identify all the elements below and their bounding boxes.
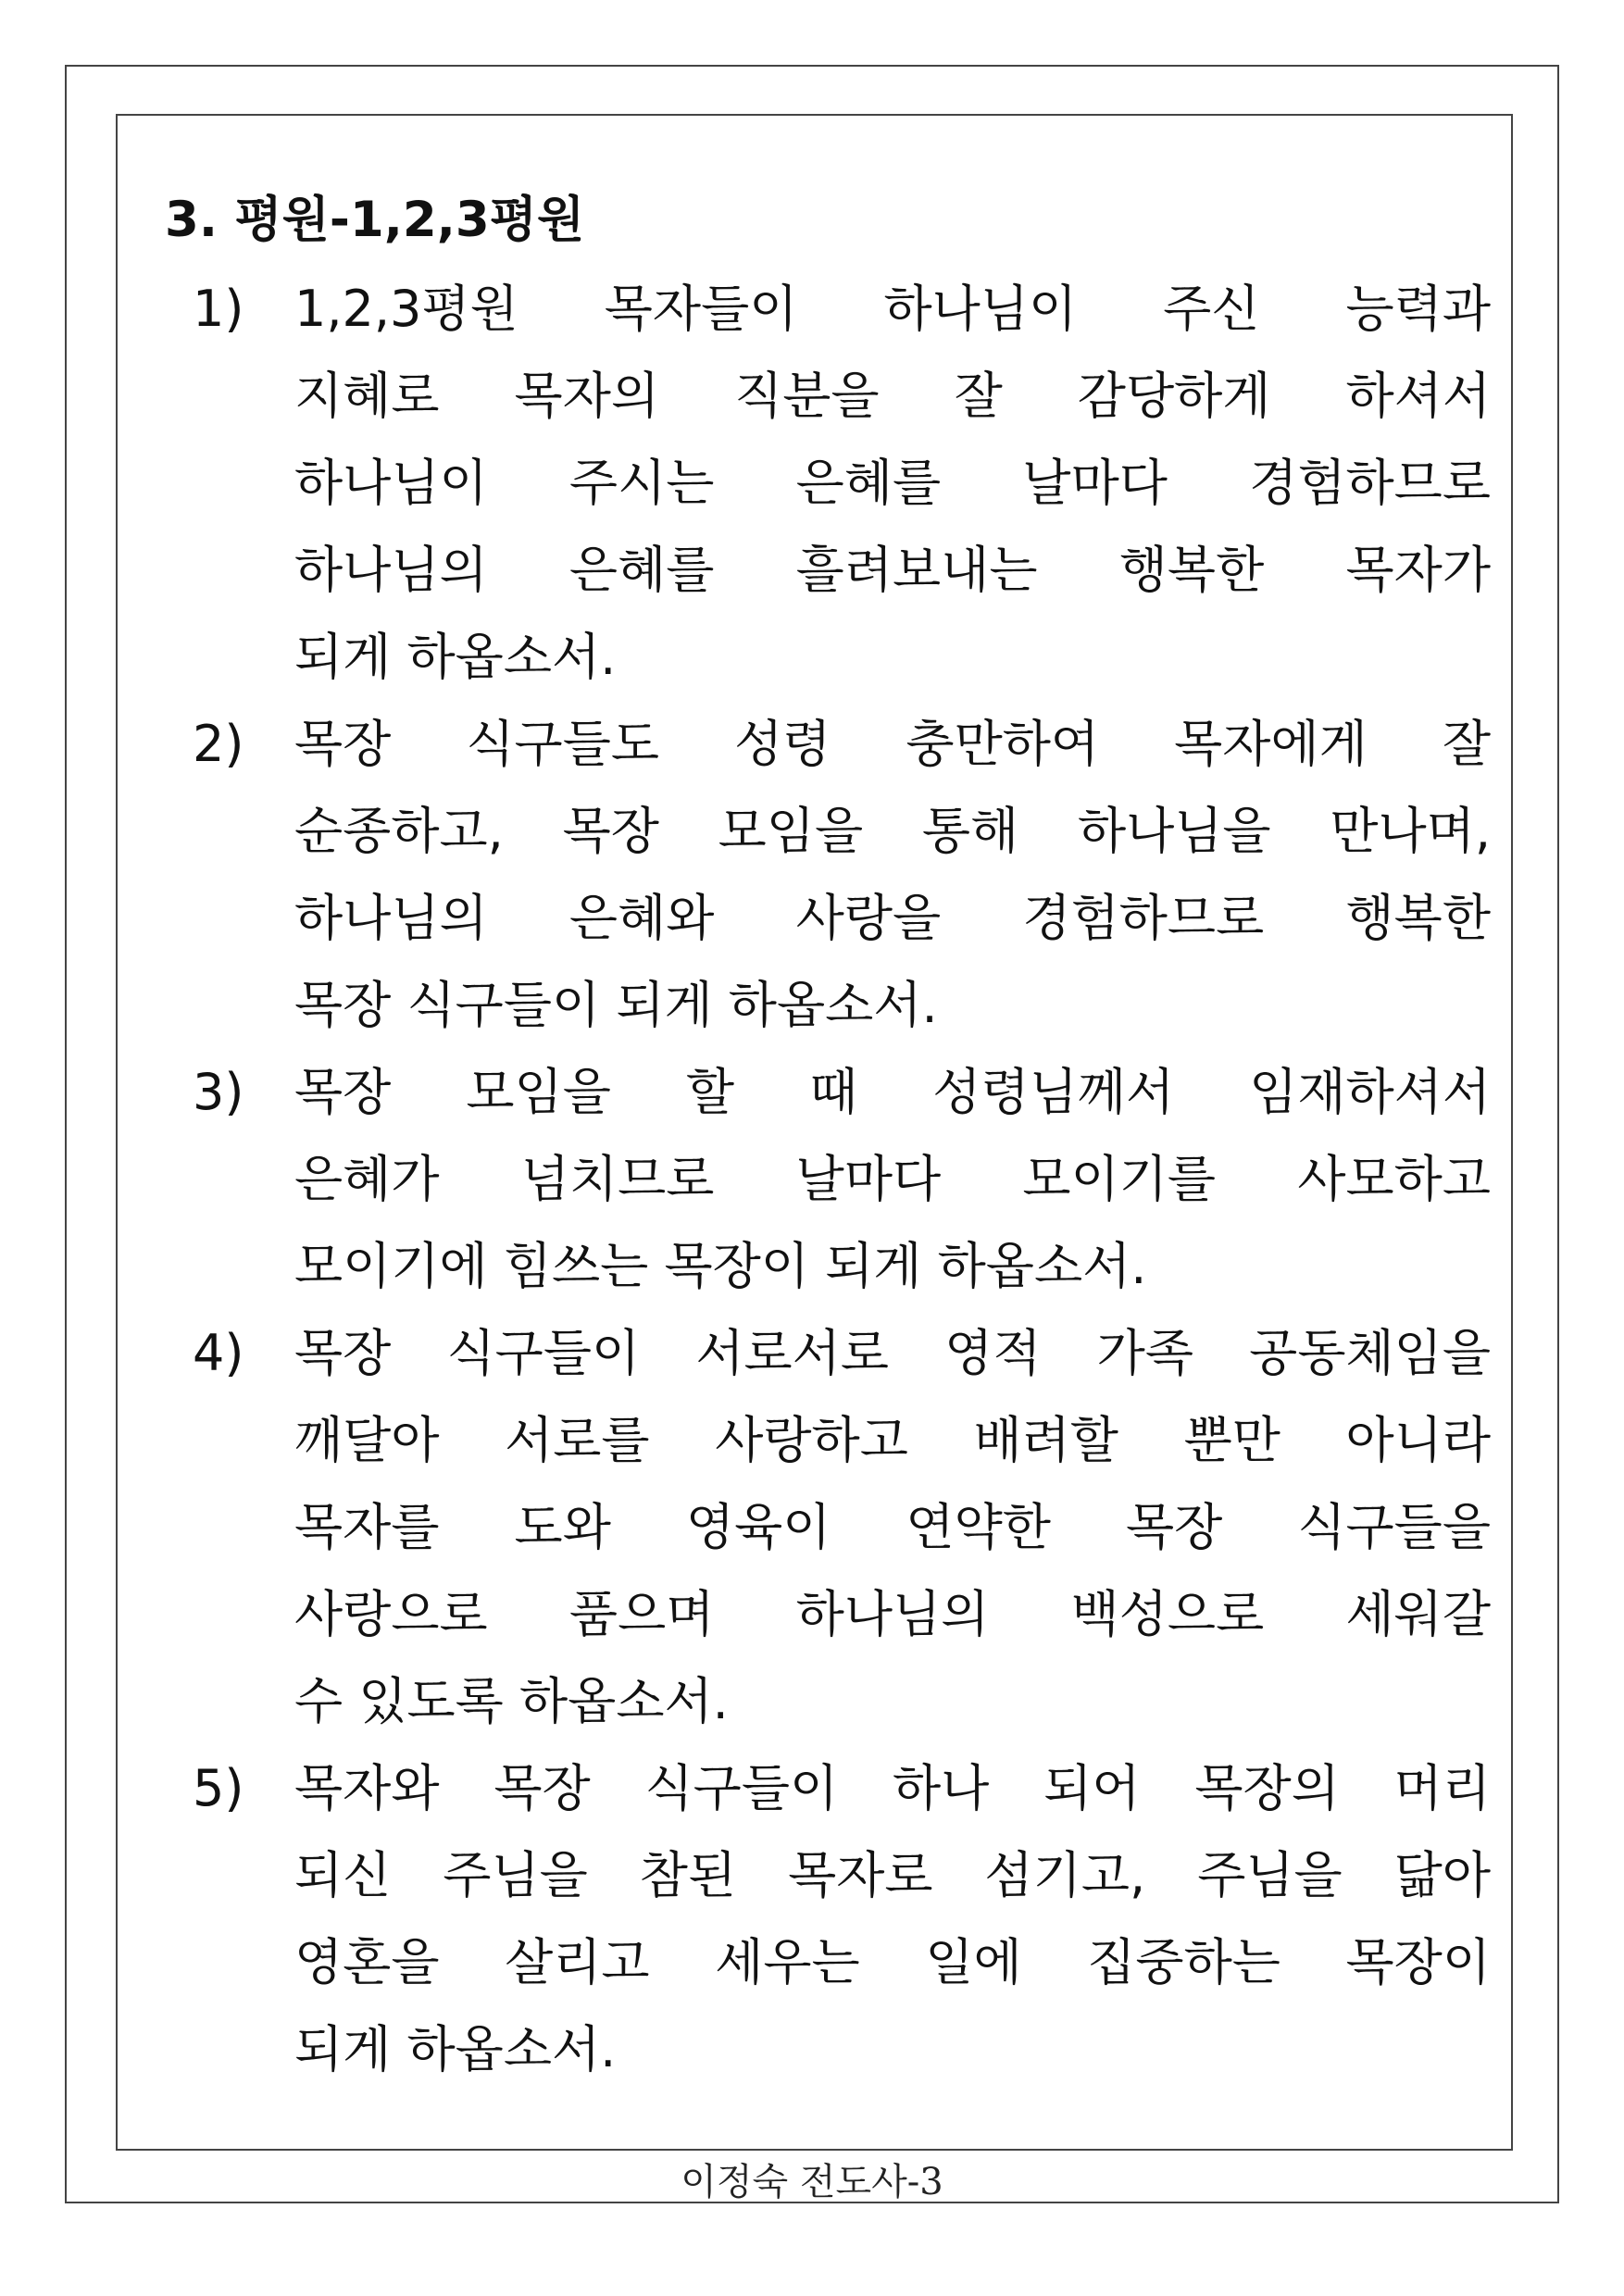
item-number: 4) xyxy=(193,1324,244,1382)
page-footer: 이정숙 전도사-3 xyxy=(681,2161,943,2203)
item-number: 5) xyxy=(193,1759,244,1817)
item-text-line: 은혜가 넘치므로 날마다 모이기를 사모하고 xyxy=(294,1150,1491,1208)
item-text-line: 수 있도록 하옵소서. xyxy=(294,1672,729,1730)
item-text-line: 되게 하옵소서. xyxy=(294,2020,617,2078)
item-text-line: 목자를 도와 영육이 연약한 목장 식구들을 xyxy=(294,1498,1491,1556)
item-text-line: 되게 하옵소서. xyxy=(294,628,617,686)
item-text-line: 목장 모임을 할 때 성령님께서 임재하셔서 xyxy=(294,1063,1491,1121)
item-number: 3) xyxy=(193,1063,244,1121)
item-text-line: 하나님의 은혜와 사랑을 경험하므로 행복한 xyxy=(294,889,1491,947)
item-text-line: 하나님의 은혜를 흘려보내는 행복한 목자가 xyxy=(294,541,1491,599)
item-text-line: 지혜로 목자의 직분을 잘 감당하게 하셔서 xyxy=(294,367,1491,425)
item-text-line: 목장 식구들이 서로서로 영적 가족 공동체임을 xyxy=(294,1324,1491,1382)
section-heading: 3. 평원-1,2,3평원 xyxy=(165,192,585,248)
item-text-line: 목장 식구들도 성령 충만하여 목자에게 잘 xyxy=(294,715,1491,773)
item-text-line: 모이기에 힘쓰는 목장이 되게 하옵소서. xyxy=(294,1237,1147,1295)
item-text-line: 하나님이 주시는 은혜를 날마다 경험하므로 xyxy=(294,454,1491,512)
item-text-line: 사랑으로 품으며 하나님의 백성으로 세워갈 xyxy=(294,1585,1491,1643)
item-text-line: 되신 주님을 참된 목자로 섬기고, 주님을 닮아 xyxy=(294,1846,1491,1904)
item-text-line: 목자와 목장 식구들이 하나 되어 목장의 머리 xyxy=(294,1759,1491,1817)
item-text-line: 영혼을 살리고 세우는 일에 집중하는 목장이 xyxy=(294,1933,1491,1991)
item-text-line: 순종하고, 목장 모임을 통해 하나님을 만나며, xyxy=(294,802,1491,860)
item-number: 2) xyxy=(193,715,244,773)
item-number: 1) xyxy=(193,280,244,338)
item-text-line: 목장 식구들이 되게 하옵소서. xyxy=(294,976,938,1034)
item-text-line: 깨달아 서로를 사랑하고 배려할 뿐만 아니라 xyxy=(294,1411,1491,1469)
item-text-line: 1,2,3평원 목자들이 하나님이 주신 능력과 xyxy=(294,280,1491,338)
